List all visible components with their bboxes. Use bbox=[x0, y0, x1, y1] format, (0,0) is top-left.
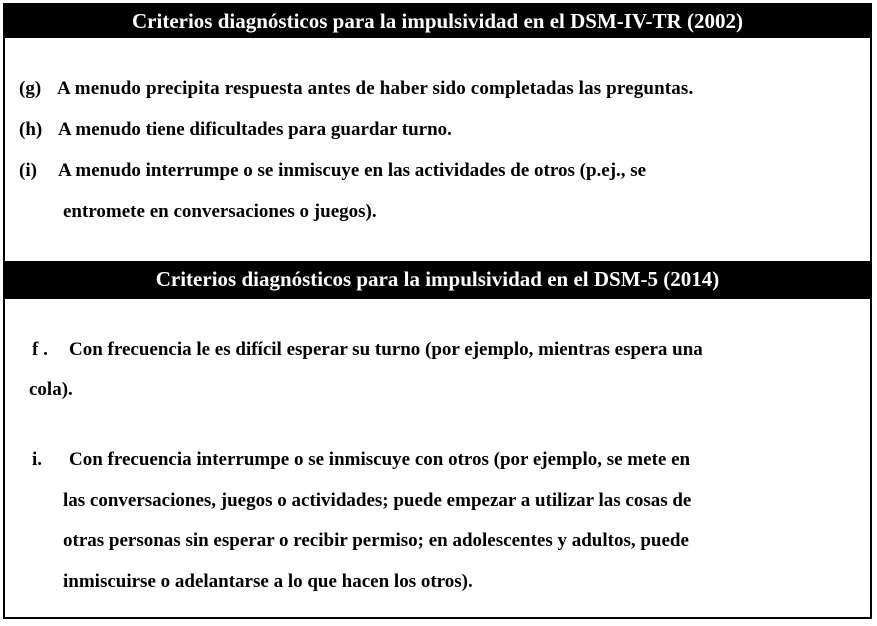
criterion-i-text-line-2: entromete en conversaciones o juegos). bbox=[63, 201, 377, 222]
dsm-iv-tr-heading: Criterios diagnósticos para la impulsividad en el DSM-IV-TR (2002) bbox=[5, 5, 870, 38]
criterion-g-marker: (g) bbox=[19, 78, 42, 99]
dsm5-criterion-f-text-line-2: cola). bbox=[29, 379, 73, 400]
dsm5-criterion-i-text-line-1: Con frecuencia interrumpe o se inmiscuye con otros (por ejemplo, se mete en bbox=[69, 449, 691, 470]
dsm5-criterion-f-marker: f . bbox=[32, 339, 48, 360]
dsm5-criterion-i-marker: i. bbox=[32, 449, 43, 470]
criterion-i-text-line-1: A menudo interrumpe o se inmiscuye en las actividades de otros (p.ej., se bbox=[58, 160, 647, 181]
dsm5-criterion-i-text-line-4: inmiscuirse o adelantarse a lo que hacen los otros). bbox=[63, 571, 473, 592]
criterion-i-marker: (i) bbox=[19, 160, 37, 181]
criterion-g-text: A menudo precipita respuesta antes de haber sido completadas las preguntas. bbox=[57, 78, 694, 99]
dsm5-criterion-i-text-line-3: otras personas sin esperar o recibir permiso; en adolescentes y adultos, puede bbox=[63, 530, 689, 551]
criteria-table bbox=[3, 3, 872, 619]
dsm5-criterion-f-text-line-1: Con frecuencia le es difícil esperar su turno (por ejemplo, mientras espera una bbox=[69, 339, 703, 360]
dsm-5-heading: Criterios diagnósticos para la impulsividad en el DSM-5 (2014) bbox=[5, 261, 870, 299]
criterion-h-text: A menudo tiene dificultades para guardar turno. bbox=[58, 119, 452, 140]
criterion-h-marker: (h) bbox=[19, 119, 43, 140]
dsm5-criterion-i-text-line-2: las conversaciones, juegos o actividades; puede empezar a utilizar las cosas de bbox=[63, 490, 692, 511]
